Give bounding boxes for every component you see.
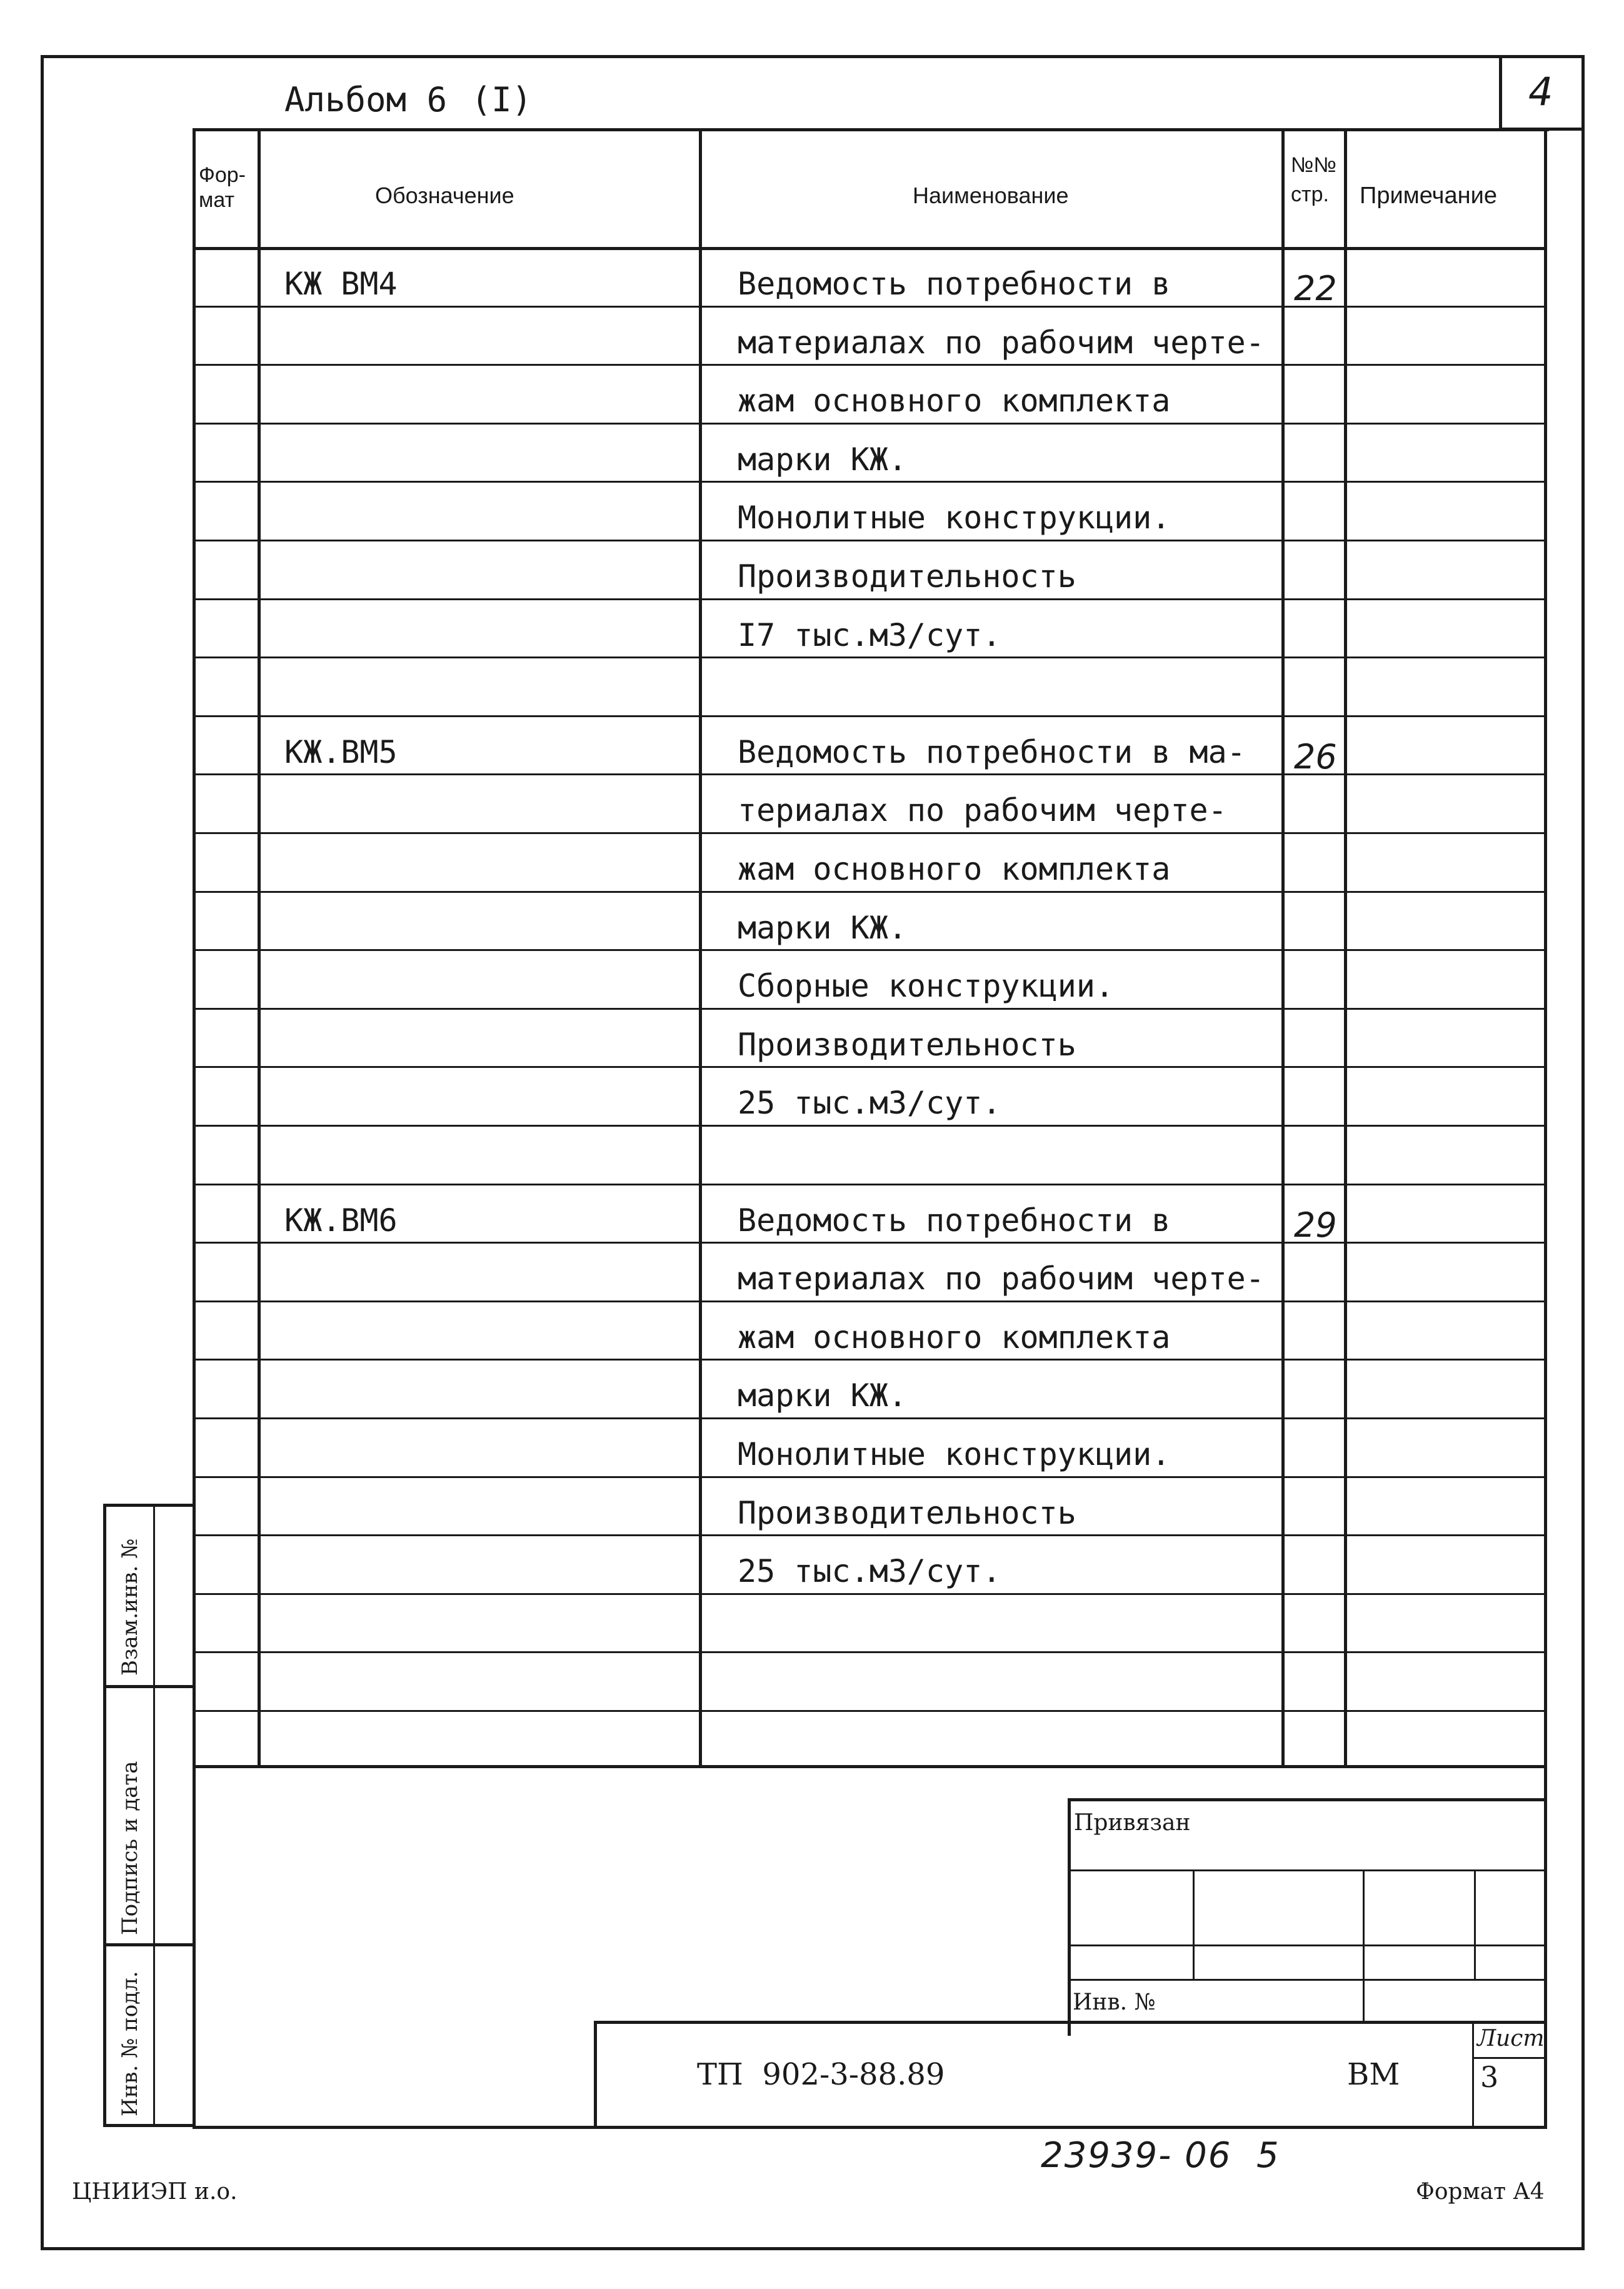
row-name-line: Ведомость потребности в ма- — [738, 734, 1246, 770]
row-line — [193, 1359, 1547, 1361]
row-line — [193, 1008, 1547, 1010]
side-label-vzam: Взам.инв. № — [118, 1538, 143, 1676]
privyazan-left — [1068, 1798, 1071, 2036]
row-line — [193, 423, 1547, 425]
row-line — [193, 1066, 1547, 1068]
doc-mark: ВМ — [1347, 2057, 1400, 2092]
row-designation: КЖ.ВМ5 — [284, 734, 398, 770]
row-line — [193, 1593, 1547, 1595]
col-pages-header-top: №№ — [1291, 153, 1336, 177]
row-name-line: Производительность — [738, 1027, 1076, 1063]
doc-code: ТП 902-3-88.89 — [697, 2057, 945, 2092]
list-value: 3 — [1480, 2060, 1499, 2094]
side-stamp-sep1 — [103, 1685, 194, 1688]
doc-block-left — [594, 2021, 597, 2127]
row-line — [193, 1242, 1547, 1244]
row-name-line: 25 тыс.м3/сут. — [738, 1553, 1001, 1589]
col-name-header: Наименование — [913, 183, 1069, 208]
row-page: 22 — [1294, 269, 1337, 308]
row-line — [193, 481, 1547, 483]
col-note-header: Примечание — [1360, 183, 1497, 209]
row-line — [193, 364, 1547, 366]
row-line — [193, 1710, 1547, 1712]
frame-left — [41, 55, 44, 2250]
row-name-line: жам основного комплекта — [738, 851, 1171, 887]
side-stamp-sep2 — [103, 1943, 194, 1946]
header-bottom — [193, 247, 1547, 250]
row-name-line: жам основного комплекта — [738, 1319, 1171, 1356]
row-line — [193, 1476, 1547, 1478]
privyazan-col3 — [1474, 1869, 1476, 1979]
side-label-podpis: Подпись и дата — [118, 1761, 143, 1935]
row-name-line: Производительность — [738, 1495, 1076, 1531]
album-label: Альбом 6 — [284, 80, 448, 119]
row-line — [193, 1417, 1547, 1419]
row-line — [193, 306, 1547, 308]
frame-top — [41, 55, 1585, 58]
main-frame-right — [1544, 128, 1547, 2129]
list-label: Лист — [1477, 2026, 1545, 2051]
row-line — [193, 773, 1547, 775]
inv-no-label: Инв. № — [1073, 1990, 1156, 2015]
col-sep-format — [258, 128, 261, 1766]
main-frame-bottom — [193, 2126, 1547, 2129]
row-line — [193, 1184, 1547, 1185]
row-designation: КЖ ВМ4 — [284, 266, 398, 302]
row-line — [193, 1651, 1547, 1653]
footer-format: Формат А4 — [1416, 2179, 1545, 2205]
row-name-line: териалах по рабочим черте- — [738, 792, 1227, 828]
doc-block-list-sep — [1472, 2021, 1474, 2127]
side-stamp-mid — [153, 1504, 155, 2126]
row-name-line: Монолитные конструкции. — [738, 1436, 1171, 1472]
privyazan-col2 — [1363, 1869, 1365, 2023]
row-name-line: Монолитные конструкции. — [738, 500, 1171, 536]
row-name-line: жам основного комплекта — [738, 383, 1171, 419]
col-sep-designation — [699, 128, 702, 1766]
privyazan-row3 — [1068, 1979, 1547, 1981]
row-page: 29 — [1294, 1205, 1337, 1245]
col-pages-header-bottom: стр. — [1291, 183, 1329, 206]
sheet-corner-number: 4 — [1528, 69, 1553, 114]
album-part: (I) — [471, 80, 533, 119]
row-name-line: марки КЖ. — [738, 1377, 907, 1414]
row-line — [193, 540, 1547, 541]
row-line — [193, 598, 1547, 600]
row-name-line: Производительность — [738, 558, 1076, 595]
col-designation-header: Обозначение — [375, 183, 514, 208]
main-frame-left — [193, 128, 196, 2129]
row-name-line: Ведомость потребности в — [738, 1202, 1171, 1239]
corner-box-left — [1499, 55, 1502, 129]
row-page: 26 — [1294, 737, 1337, 777]
row-name-line: 25 тыс.м3/сут. — [738, 1085, 1001, 1121]
row-name-line: марки КЖ. — [738, 441, 907, 478]
col-format-header: Фор- мат — [199, 163, 246, 212]
frame-right — [1581, 55, 1585, 2250]
row-name-line: материалах по рабочим черте- — [738, 1260, 1265, 1297]
side-stamp-left — [103, 1504, 106, 2126]
col-sep-name — [1281, 128, 1285, 1766]
row-line — [193, 832, 1547, 834]
row-line — [193, 1125, 1547, 1127]
col-sep-pages — [1344, 128, 1347, 1766]
privyazan-label: Привязан — [1074, 1810, 1191, 1836]
row-designation: КЖ.ВМ6 — [284, 1202, 398, 1239]
side-stamp-bottom — [103, 2124, 194, 2127]
doc-block-list-hsep — [1472, 2057, 1546, 2059]
table-bottom — [193, 1765, 1547, 1768]
row-name-line: материалах по рабочим черте- — [738, 324, 1265, 361]
row-line — [193, 891, 1547, 893]
footer-org: ЦНИИЭП и.о. — [72, 2179, 238, 2205]
row-line — [193, 1534, 1547, 1536]
side-stamp-top — [103, 1504, 194, 1507]
frame-bottom — [41, 2247, 1585, 2250]
privyazan-col1 — [1193, 1869, 1195, 1979]
footer-handwritten: 23939- 06 5 — [1041, 2135, 1280, 2176]
doc-block-top — [594, 2021, 1547, 2024]
row-name-line: I7 тыс.м3/сут. — [738, 617, 1001, 653]
privyazan-top — [1068, 1798, 1547, 1801]
row-line — [193, 657, 1547, 658]
row-name-line: Ведомость потребности в — [738, 266, 1171, 302]
album-title — [284, 80, 532, 119]
row-name-line: марки КЖ. — [738, 910, 907, 946]
row-line — [193, 715, 1547, 717]
row-name-line: Сборные конструкции. — [738, 968, 1115, 1004]
side-label-inv: Инв. № подл. — [118, 1971, 143, 2116]
row-line — [193, 1300, 1547, 1302]
row-line — [193, 949, 1547, 951]
